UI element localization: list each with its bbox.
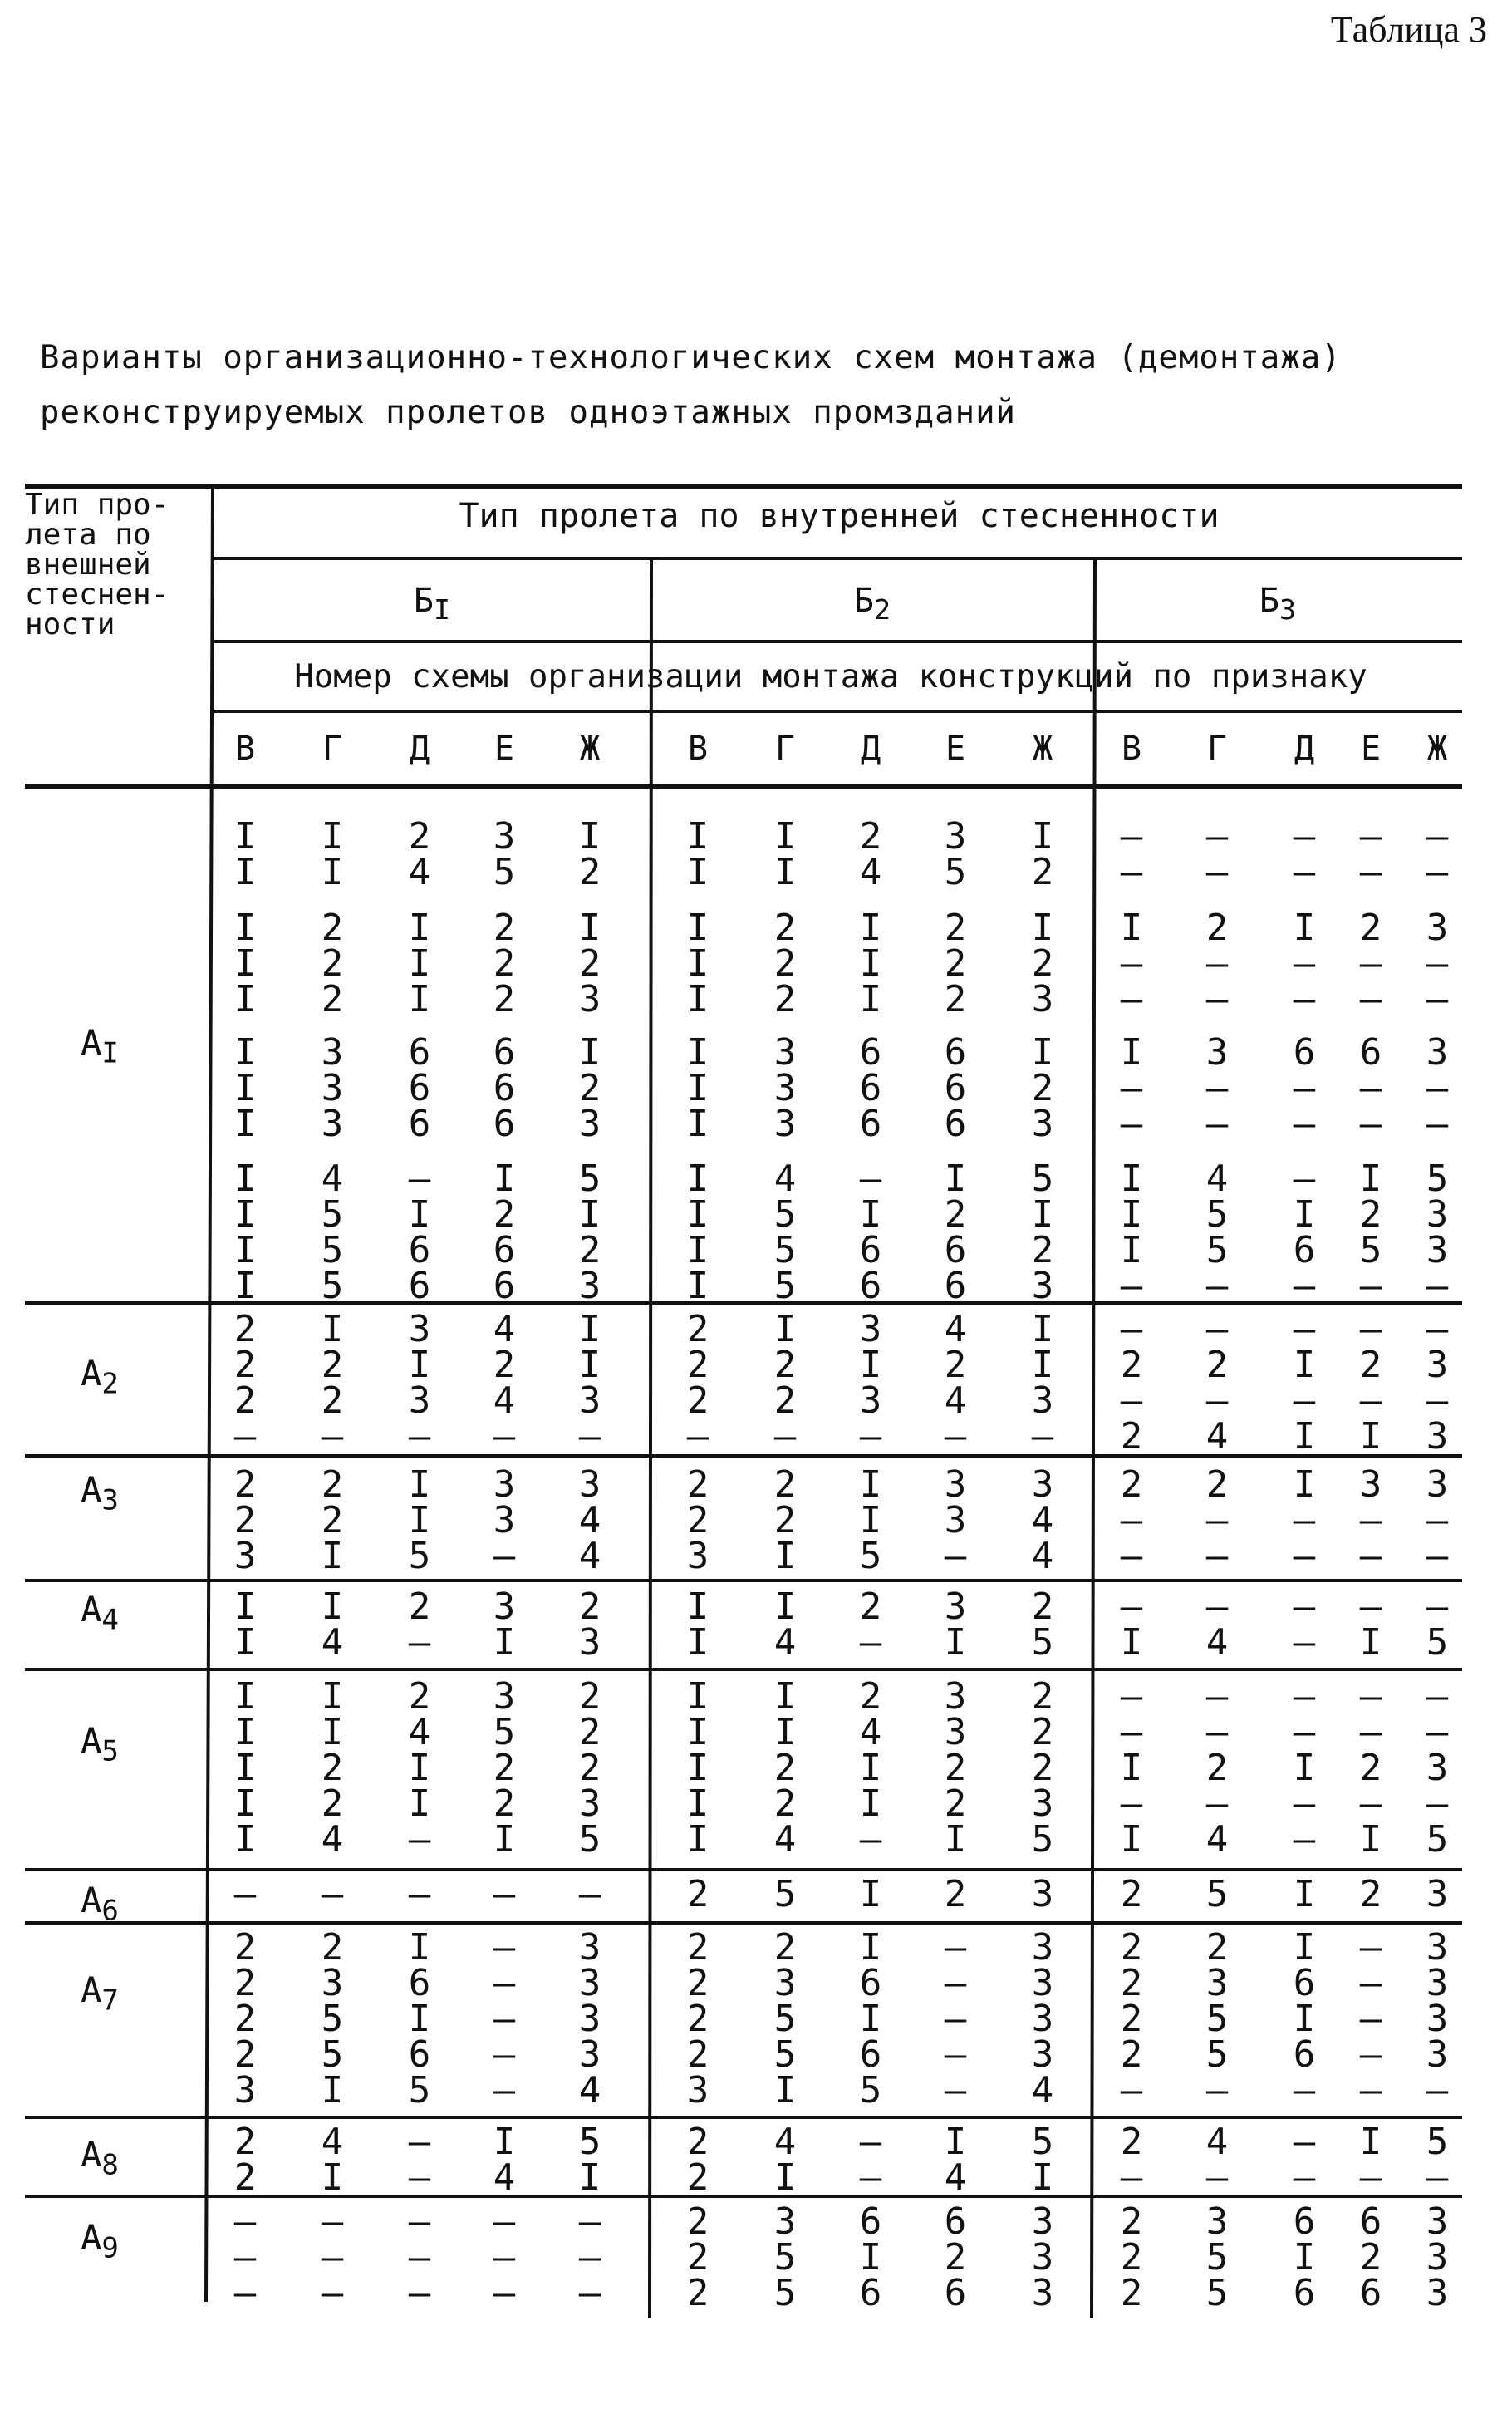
table-cell: 2 4 [408,815,431,893]
table-cell: 5 I [1031,2121,1054,2199]
table-cell: – 2 – 2 [1120,1308,1143,1458]
table-cell: – 5 [1426,1586,1449,1664]
table-cell: 2 [1359,1873,1382,1915]
table-cell: 2 2 2 2 3 [233,1926,257,2112]
table-cell: 5 [773,1873,797,1915]
table-cell: 3 5 [944,815,967,893]
table-number-label: Таблица 3 [1330,9,1487,50]
table-cell: 2 3 [578,1586,601,1664]
table-cell: I 4 [321,1586,344,1664]
table-cell: 3 – – [1426,1463,1449,1577]
table-cell: – – [408,2121,431,2199]
table-cell: 2 – [859,1586,882,1664]
table-cell: I [1293,1873,1316,1915]
table-cell: – – [1120,815,1143,893]
table-cell: 2 2 2 3 5 [578,1675,601,1861]
table-cell: 3 4 4 [1031,1463,1054,1577]
table-cell: 2 3 5 5 I [773,1926,797,2112]
column-letter: В [687,730,709,768]
table-cell: I I I [408,907,431,1020]
table-cell: – – [1293,815,1316,893]
table-cell: I I I [686,907,709,1020]
column-letter: Д [860,730,881,768]
table-cell: – 2 – 4 [1205,1308,1229,1458]
table-cell: I I I I [686,1158,709,1307]
table-cell: – – I – I [1120,1675,1143,1861]
table-cell: 3 3 3 [321,1031,344,1145]
table-cell: I I [686,1586,709,1664]
table-cell: I 2 3 [1031,1031,1054,1145]
table-cell: 3 I [493,1586,516,1664]
table-cell: 2 2 2 [321,907,344,1020]
table-cell: 2 4 [859,815,882,893]
table-cell: 2 2 [233,2121,257,2199]
table-cell: – I 6 6 [408,1158,431,1307]
table-cell: 3 5 2 2 I [493,1675,516,1861]
table-title: Варианты организационно-технологических схем монтажа (демонтажа) реконструируемых пролетов одноэтажных промзданий [40,339,1342,431]
table-cell: 2 – – [1205,907,1229,1020]
row-label: $А_I$ [81,1022,119,1070]
table-cell: I I [233,815,257,893]
table-cell: I I I [233,1031,257,1145]
table-cell: 3 5 5 [773,2200,797,2314]
table-cell: 4 5 5 – [1205,1158,1229,1307]
row-label: $А_5$ [81,1720,119,1768]
table-cell: 3 [1426,1873,1449,1915]
table-cell: I I 3 – [1031,1308,1054,1458]
group-b1-header: $Б_I$ [413,582,451,626]
table-cell: 4 2 4 – [493,1308,516,1458]
internal-span-type-header: Тип пролета по внутренней стесненности [459,497,1220,535]
table-cell: – – [1205,815,1229,893]
table-cell: – – 3 – 5 [1426,1675,1449,1861]
table-cell: – – [1293,1586,1316,1664]
table-cell: – [408,1873,431,1915]
table-cell: 3 – – [1426,1031,1449,1145]
table-cell: I 6 I 6 5 [408,1926,431,2112]
table-cell: 5 [1205,1873,1229,1915]
table-cell: – 2 – I [1359,1308,1382,1458]
table-cell: 2 – [408,1586,431,1664]
table-cell: 5 I [578,2121,601,2199]
table-cell: – – [859,2121,882,2199]
table-cell: I 2 [1031,815,1054,893]
table-cell: 3 3 3 [1426,2200,1449,2314]
column-letter: Е [493,730,515,768]
table-cell: I 4 [944,2121,967,2199]
table-cell: 6 6 6 [408,1031,431,1145]
table-cell: 3 5 5 [1205,2200,1229,2314]
table-cell: I I [686,815,709,893]
table-cell: 2 5 [1031,1586,1054,1664]
table-cell: 3 – – [1205,1031,1229,1145]
table-cell: – – [1293,2121,1316,2199]
row-label: $А_7$ [81,1969,119,2018]
row-label: $А_4$ [81,1589,119,1637]
table-cell: 5 I 2 3 [1031,1158,1054,1307]
table-cell: 5 I 2 3 [578,1158,601,1307]
column-letter: Д [409,730,430,768]
table-cell: 3 3 – [944,1463,967,1577]
table-cell: I I [321,815,344,893]
table-cell: 4 I [773,2121,797,2199]
table-cell: 2 [944,1873,967,1915]
table-cell: 2 – – [1120,1463,1143,1577]
table-cell: I I I [686,1031,709,1145]
table-cell: 6 6 6 [944,1031,967,1145]
table-cell: I – – [1120,1031,1143,1145]
table-cell: 2 – – [1359,907,1382,1020]
column-letter: В [234,730,256,768]
table-cell: I I I I I [233,1675,257,1861]
table-cell: I I [233,1586,257,1664]
table-cell: – – – [578,2200,601,2314]
table-cell: 2 2 2 [686,2200,709,2314]
table-cell: – 4 [1205,1586,1229,1664]
table-cell: I I 2 2 4 [773,1675,797,1861]
row-label: $А_2$ [81,1353,119,1401]
table-cell: 2 2 2 3 5 [1031,1675,1054,1861]
table-cell: 3 3 3 3 – [1426,1926,1449,2112]
table-cell: – I [1359,1586,1382,1664]
table-cell: 3 3 3 3 4 [578,1926,601,2112]
table-cell: – I – I [1293,1308,1316,1458]
table-cell: – – – [321,2200,344,2314]
table-cell: 4 – [1205,2121,1229,2199]
table-cell: – – 2 – I [1359,1675,1382,1861]
table-cell: 2 2 3 [233,1463,257,1577]
table-cell: 2 2 2 – [686,1308,709,1458]
table-cell: I – – [1120,907,1143,1020]
table-cell: I 2 3 [578,1031,601,1145]
table-cell: – – [1359,815,1382,893]
table-cell: – – – [493,2200,516,2314]
table-cell: I I 2 2 4 [321,1675,344,1861]
table-cell: I 2 5 – [1359,1158,1382,1307]
column-letter: Г [1206,730,1228,768]
row-label: $А_8$ [81,2134,119,2182]
column-letter: Ж [1032,730,1053,768]
column-letter: Ж [1426,730,1448,768]
table-cell: – – 2 – 4 [1205,1675,1229,1861]
table-cell: I I 3 – [578,1308,601,1458]
table-cell: – [233,1873,257,1915]
table-cell: 2 3 5 5 I [321,1926,344,2112]
table-cell: I 2 [578,815,601,893]
table-cell: 2 2 I [321,1463,344,1577]
table-cell: – 3 – 3 [1426,1308,1449,1458]
table-cell: I 6 I 6 – [1293,1926,1316,2112]
table-cell: 3 3 2 2 I [944,1675,967,1861]
column-letter: Е [945,730,966,768]
table-cell: 2 2 2 2 3 [686,1926,709,2112]
table-cell: – [493,1873,516,1915]
table-cell: 3 I 3 – [408,1308,431,1458]
table-cell: 3 4 4 [578,1463,601,1577]
table-cell: I I I – [1120,1158,1143,1307]
table-cell: 6 6 6 [859,1031,882,1145]
table-cell: 2 4 I I – [859,1675,882,1861]
table-cell: I [859,1873,882,1915]
table-cell: I 2 6 6 [493,1158,516,1307]
table-cell: 4 I [321,2121,344,2199]
table-cell: I 2 3 [578,907,601,1020]
table-cell: 3 [1031,1873,1054,1915]
table-cell: 6 2 6 [944,2200,967,2314]
table-cell: I I [773,815,797,893]
external-span-type-header: Тип про- лета по внешней стеснен- ности [25,488,169,642]
table-cell: 4 5 5 5 [773,1158,797,1307]
table-cell: 6 I 6 [1293,2200,1316,2314]
table-cell: 2 2 2 – [233,1308,257,1458]
column-letter: Г [774,730,796,768]
table-cell: 3 3 3 [773,1031,797,1145]
table-cell: 2 – [1120,2121,1143,2199]
table-cell: – – – [408,2200,431,2314]
group-b2-header: $Б_2$ [853,582,891,626]
row-label: $А_6$ [81,1880,119,1928]
table-cell: I 2 3 [1031,907,1054,1020]
table-cell: 2 2 2 [944,907,967,1020]
table-cell: 5 – [1426,2121,1449,2199]
table-cell: 6 2 6 [1359,2200,1382,2314]
table-cell: 2 – – [1205,1463,1229,1577]
table-cell: 6 6 6 [493,1031,516,1145]
table-cell: – – [1426,815,1449,893]
table-cell: – – – – – [1359,1926,1382,2112]
table-cell: – – – – – [493,1926,516,2112]
table-cell: – – – – – [944,1926,967,2112]
table-cell: 3 I 3 – [859,1308,882,1458]
table-cell: 2 2 I [773,1463,797,1577]
table-cell: 3 3 3 [1031,2200,1054,2314]
scheme-number-header: Номер схемы организации монтажа конструкций по признаку [294,658,1367,696]
table-cell: I I 5 [408,1463,431,1577]
table-cell: 2 [1120,1873,1143,1915]
table-cell: 2 [686,1873,709,1915]
table-cell: 2 2 2 [493,907,516,1020]
table-cell: I 4 [493,2121,516,2199]
table-cell: 3 I [944,1586,967,1664]
table-cell: I 2 2 – [773,1308,797,1458]
column-letter: Г [322,730,343,768]
table-cell: 2 2 2 2 – [1120,1926,1143,2112]
table-cell: 5 3 3 – [1426,1158,1449,1307]
table-cell: 2 2 [686,2121,709,2199]
table-cell: I I I I I [686,1675,709,1861]
table-cell: I I I [859,907,882,1020]
row-label: $А_9$ [81,2217,119,2265]
table-cell: – I 6 6 [859,1158,882,1307]
column-letter: Ж [579,730,601,768]
column-letter: Д [1294,730,1315,768]
table-cell: – – – [233,2200,257,2314]
table-cell: I I I [233,907,257,1020]
table-cell: 2 2 2 [773,907,797,1020]
table-cell: I I 5 [859,1463,882,1577]
table-cell: 3 – – [1359,1463,1382,1577]
table-cell: I 4 [773,1586,797,1664]
table-cell: – [578,1873,601,1915]
group-b3-header: $Б_3$ [1259,582,1297,626]
table-cell: 3 3 – [493,1463,516,1577]
table-cell: 2 2 3 [686,1463,709,1577]
table-cell: I 6 I 6 5 [859,1926,882,2112]
table-cell: I – – [1293,907,1316,1020]
table-cell: 3 3 3 3 4 [1031,1926,1054,2112]
table-cell: 3 – – [1426,907,1449,1020]
table-cell: – [321,1873,344,1915]
table-cell: 4 2 4 – [944,1308,967,1458]
table-cell: – I 6 – [1293,1158,1316,1307]
table-cell: – I [1120,1586,1143,1664]
table-cell: I I I I [233,1158,257,1307]
table-cell: 6 I 6 [859,2200,882,2314]
table-cell: I 2 2 – [321,1308,344,1458]
table-cell: I – [1359,2121,1382,2199]
table-cell: 2 2 2 [1120,2200,1143,2314]
table-cell: – – I – – [1293,1675,1316,1861]
row-label: $А_3$ [81,1469,119,1517]
column-letter: Е [1360,730,1382,768]
table-cell: I – – [1293,1463,1316,1577]
table-cell: 3 5 [493,815,516,893]
table-cell: 2 4 I I – [408,1675,431,1861]
table-cell: 6 – – [1293,1031,1316,1145]
table-cell: 2 3 5 5 – [1205,1926,1229,2112]
table-cell: 6 – – [1359,1031,1382,1145]
column-letter: В [1121,730,1142,768]
table-cell: I 2 6 6 [944,1158,967,1307]
table-cell: 4 5 5 5 [321,1158,344,1307]
